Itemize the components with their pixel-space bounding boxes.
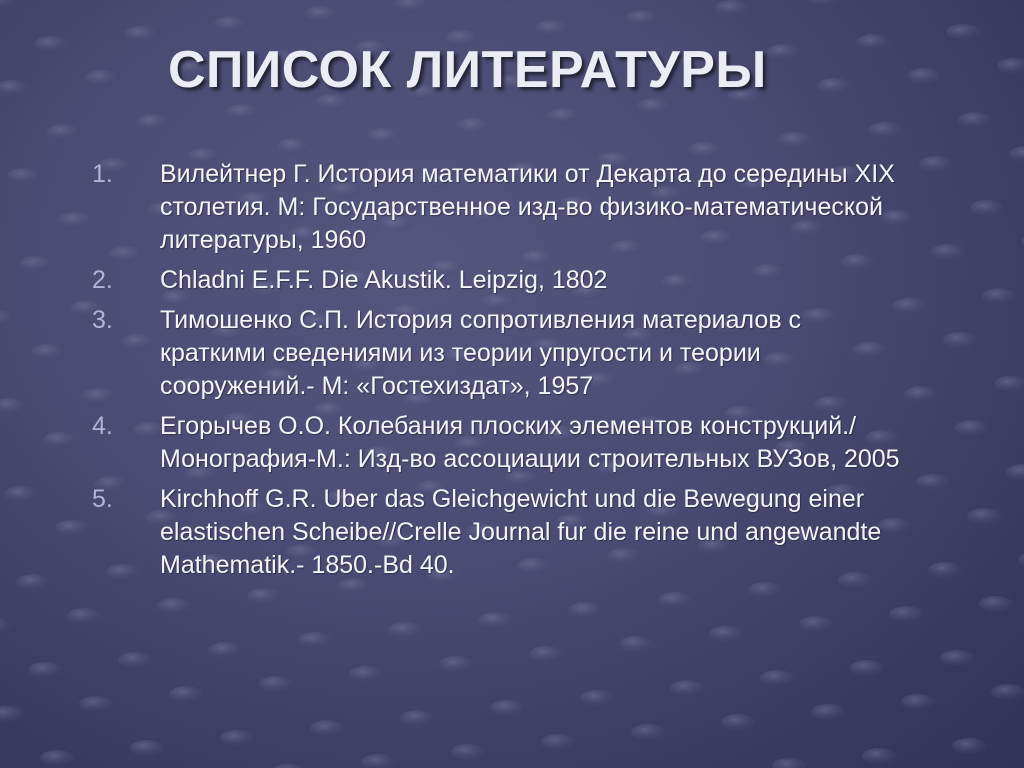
background-dot: [889, 606, 923, 622]
background-dot: [31, 344, 65, 360]
reference-text: Kirchhoff G.R. Uber das Gleichgewicht und die Bewegung einer elastischen Scheibe//Crelle Journal fur die reine und angewandte Mathematik.- 1850.-Bd 40.: [160, 485, 882, 579]
background-dot: [928, 562, 962, 578]
background-dot: [0, 398, 26, 414]
background-dot: [0, 706, 23, 722]
background-dot: [439, 656, 473, 672]
background-dot: [1009, 146, 1024, 162]
background-dot: [220, 730, 254, 746]
background-dot: [868, 122, 902, 138]
background-dot: [226, 104, 260, 120]
reference-list: [92, 158, 912, 589]
background-dot: [247, 588, 281, 604]
background-dot: [484, 0, 518, 2]
background-dot: [919, 156, 953, 172]
background-dot: [862, 748, 896, 764]
background-dot: [535, 20, 569, 36]
background-dot: [958, 112, 992, 128]
background-dot: [0, 0, 17, 8]
background-dot: [0, 618, 11, 634]
background-dot: [130, 740, 164, 756]
background-dot: [997, 58, 1024, 74]
background-dot: [805, 0, 839, 6]
background-dot: [721, 714, 755, 730]
background-dot: [580, 690, 614, 706]
background-dot: [850, 660, 884, 676]
reference-text: Егорычев О.О. Колебания плоских элементов конструкций./Монография-М.: Изд-во ассоциации строительных ВУЗов, 2005: [160, 412, 900, 473]
background-dot: [4, 486, 38, 502]
background-dot: [811, 704, 845, 720]
background-dot: [0, 310, 14, 326]
background-dot: [457, 118, 491, 134]
background-dot: [625, 10, 659, 26]
background-dot: [670, 680, 704, 696]
background-dot: [271, 764, 305, 768]
background-dot: [619, 636, 653, 652]
background-dot: [817, 78, 851, 94]
background-dot: [58, 212, 92, 228]
background-dot: [982, 288, 1016, 304]
background-dot: [931, 244, 965, 260]
background-dot: [766, 44, 800, 60]
background-dot: [1006, 464, 1024, 480]
reference-text: Тимошенко С.П. История сопротивления материалов с краткими сведениями из теории упругости и теории сооружений.- М: «Гостехиздат», 1957: [160, 306, 802, 400]
background-dot: [901, 694, 935, 710]
background-dot: [490, 700, 524, 716]
background-dot: [361, 754, 395, 768]
reference-text: Вилейтнер Г. История математики от Декарта до середины XIX столетия. М: Государственное изд-во физико-математической литературы, 1960: [160, 160, 895, 254]
reference-item: [92, 410, 912, 476]
reference-number: 1.: [92, 160, 113, 188]
reference-text: Chladni E.F.F. Die Akustik. Leipzig, 1802: [160, 266, 608, 294]
background-dot: [994, 376, 1024, 392]
background-dot: [7, 168, 41, 184]
background-dot: [0, 80, 29, 96]
background-dot: [388, 622, 422, 638]
background-dot: [1018, 552, 1024, 568]
background-dot: [259, 676, 293, 692]
reference-item: [92, 304, 912, 403]
reference-item: [92, 158, 912, 257]
reference-item: [92, 483, 912, 582]
reference-item: [92, 264, 912, 297]
reference-number: 3.: [92, 306, 113, 334]
background-dot: [85, 70, 119, 86]
background-dot: [16, 574, 50, 590]
background-dot: [298, 632, 332, 648]
background-dot: [310, 720, 344, 736]
background-dot: [304, 6, 338, 22]
background-dot: [157, 598, 191, 614]
background-dot: [169, 686, 203, 702]
background-dot: [637, 98, 671, 114]
background-dot: [907, 68, 941, 84]
background-dot: [136, 114, 170, 130]
background-dot: [715, 0, 749, 16]
background-dot: [400, 710, 434, 726]
background-dot: [79, 696, 113, 712]
background-dot: [478, 612, 512, 628]
background-dot: [28, 662, 62, 678]
background-dot: [778, 132, 812, 148]
background-dot: [658, 592, 692, 608]
slide-title: СПИСОК ЛИТЕРАТУРЫ: [168, 41, 767, 99]
reference-number: 2.: [92, 266, 113, 294]
background-dot: [67, 608, 101, 624]
background-dot: [214, 16, 248, 32]
background-dot: [943, 332, 977, 348]
background-dot: [799, 616, 833, 632]
background-dot: [55, 520, 89, 536]
background-dot: [40, 750, 74, 766]
background-dot: [118, 652, 152, 668]
background-dot: [955, 420, 989, 436]
background-dot: [277, 138, 311, 154]
background-dot: [208, 642, 242, 658]
background-dot: [19, 256, 53, 272]
background-dot: [979, 596, 1013, 612]
background-dot: [772, 758, 806, 768]
background-dot: [967, 508, 1001, 524]
background-dot: [970, 200, 1004, 216]
reference-number: 5.: [92, 485, 113, 513]
background-dot: [631, 724, 665, 740]
background-dot: [46, 124, 80, 140]
background-dot: [367, 128, 401, 144]
background-dot: [568, 602, 602, 618]
background-dot: [991, 684, 1024, 700]
reference-number: 4.: [92, 412, 113, 440]
background-dot: [688, 142, 722, 158]
background-dot: [940, 650, 974, 666]
background-dot: [529, 646, 563, 662]
background-dot: [760, 670, 794, 686]
background-dot: [547, 108, 581, 124]
background-dot: [451, 744, 485, 760]
background-dot: [34, 36, 68, 52]
background-dot: [394, 0, 428, 12]
background-dot: [349, 666, 383, 682]
background-dot: [124, 26, 158, 42]
background-dot: [709, 626, 743, 642]
background-dot: [952, 738, 986, 754]
background-dot: [0, 222, 2, 238]
background-dot: [43, 432, 77, 448]
background-dot: [946, 24, 980, 40]
background-dot: [541, 734, 575, 750]
background-dot: [916, 474, 950, 490]
background-dot: [856, 34, 890, 50]
